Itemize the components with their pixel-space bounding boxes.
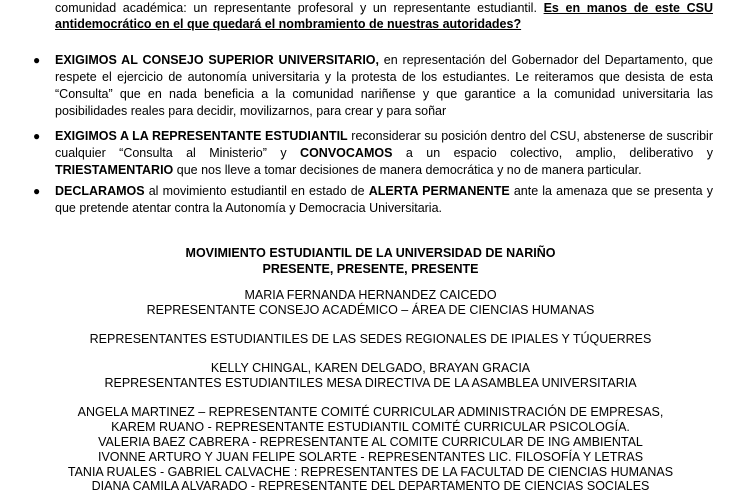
closing-title: MOVIMIENTO ESTUDIANTIL DE LA UNIVERSIDAD DE NARIÑO — [185, 246, 556, 260]
bullet-dot-icon: ● — [33, 129, 41, 143]
bullet-text: reconsiderar su posición dentro del CSU, abstenerse de suscribir cualquier “Consulta al Ministerio” y — [55, 129, 713, 160]
signatory-list-item: IVONNE ARTURO Y JUAN FELIPE SOLARTE - REPRESENTANTES LIC. FILOSOFÍA Y LETRAS — [97, 450, 644, 464]
signatory-role: REPRESENTANTES ESTUDIANTILES MESA DIRECTIVA DE LA ASAMBLEA UNIVERSITARIA — [104, 376, 637, 390]
bullet-dot-icon: ● — [33, 184, 41, 198]
signatory-list-item: KAREM RUANO - REPRESENTANTE ESTUDIANTIL COMITÉ CURRICULAR PSICOLOGÍA. — [111, 420, 630, 434]
bullet-text: que nos lleve a tomar decisiones de manera democrática y no de manera particular. — [173, 163, 642, 177]
signatory-list-item: DIANA CAMILA ALVARADO - REPRESENTANTE DEL DEPARTAMENTO DE CIENCIAS SOCIALES — [91, 479, 650, 493]
signatory-role: REPRESENTANTE CONSEJO ACADÉMICO – ÁREA DE CIENCIAS HUMANAS — [146, 303, 595, 317]
bullet-text: en representación del Gobernador del Departamento, que respete el ejercicio de autonomía universitaria y la protesta de los estudiantes. Le reiteramos que desista de esta “Consulta” que en nada beneficia a la comunidad nariñense y que garantice a la comunidad universitaria las posibilidades reales para decidir, movilizarnos, para crear y para soñar — [55, 53, 713, 118]
bullet-dot-icon: ● — [33, 53, 41, 67]
bullet-text: a un espacio colectivo, amplio, deliberativo y — [392, 146, 713, 160]
bullet-text: al movimiento estudiantil en estado de — [144, 184, 369, 198]
bullet-item — [33, 128, 713, 179]
bullet-text: ante la amenaza que se presenta y que pretende atentar contra la Autonomía y Democracia Universitaria. — [55, 184, 714, 215]
closing-chant: PRESENTE, PRESENTE, PRESENTE — [262, 262, 479, 276]
signatory-group: REPRESENTANTES ESTUDIANTILES DE LAS SEDES REGIONALES DE IPIALES Y TÚQUERRES — [89, 332, 652, 346]
signatory-list-item: ANGELA MARTINEZ – REPRESENTANTE COMITÉ CURRICULAR ADMINISTRACIÓN DE EMPRESAS, — [77, 405, 664, 419]
bullet-bold: TRIESTAMENTARIO — [55, 163, 174, 177]
bullet-item — [33, 52, 713, 120]
intro-emphasis: Es en manos de este CSU antidemocrático en el que quedará el nombramiento de nuestras autoridades? — [55, 1, 713, 31]
signatory-name: MARIA FERNANDA HERNANDEZ CAICEDO — [244, 288, 497, 302]
bullet-bold: EXIGIMOS A LA REPRESENTANTE ESTUDIANTIL — [55, 129, 348, 143]
bullet-bold: ALERTA PERMANENTE — [368, 184, 510, 198]
bullet-bold: EXIGIMOS AL CONSEJO SUPERIOR UNIVERSITARIO, — [55, 53, 379, 67]
signatory-list-item: TANIA RUALES - GABRIEL CALVACHE : REPRESENTANTES DE LA FACULTAD DE CIENCIAS HUMANAS — [67, 465, 674, 479]
bullet-bold: CONVOCAMOS — [300, 146, 393, 160]
intro-paragraph — [55, 0, 713, 32]
signatory-name: KELLY CHINGAL, KAREN DELGADO, BRAYAN GRACIA — [210, 361, 531, 375]
bullet-bold: DECLARAMOS — [55, 184, 145, 198]
signatory-list-item: VALERIA BAEZ CABRERA - REPRESENTANTE AL COMITE CURRICULAR DE ING AMBIENTAL — [98, 435, 643, 449]
intro-text: comunidad académica: un representante profesoral y un representante estudiantil. — [55, 1, 544, 15]
bullet-item — [33, 183, 714, 217]
